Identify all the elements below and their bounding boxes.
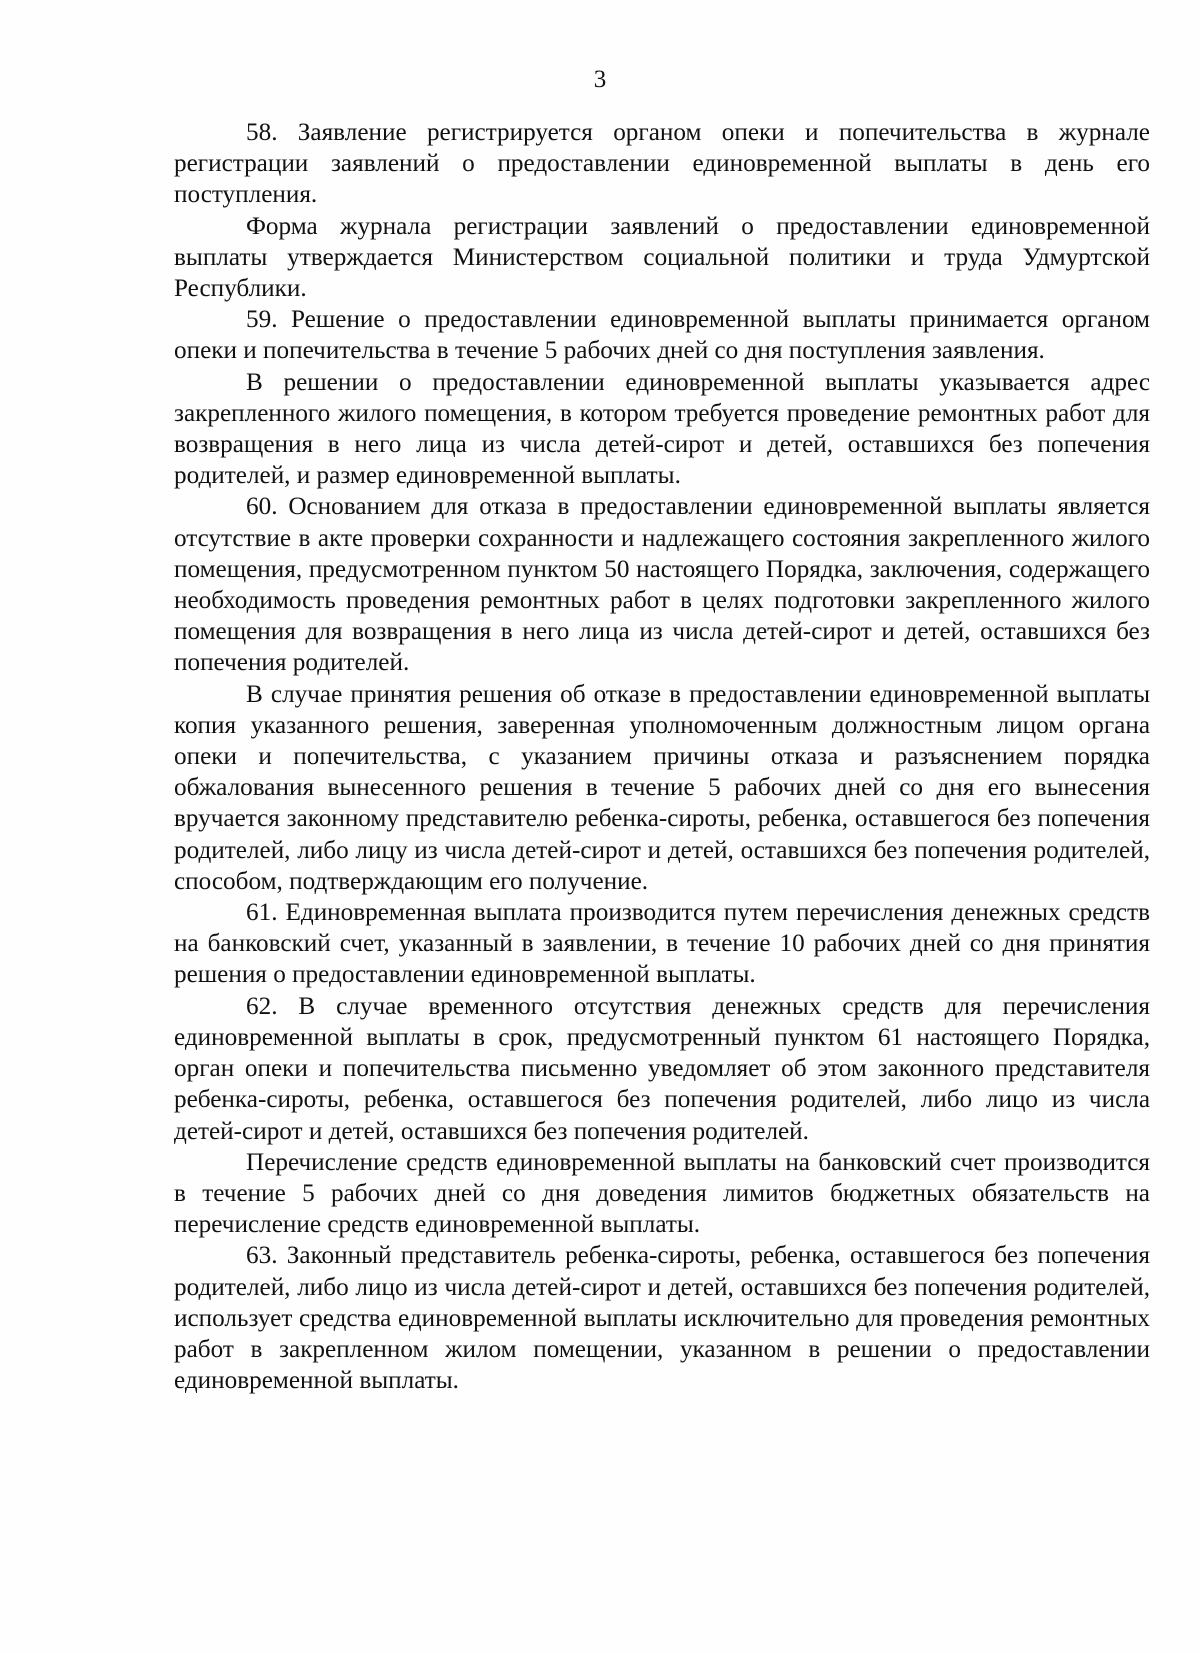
paragraph-58: 58. Заявление регистрируется органом опеки и попечительства в журнале регистрации заявлений о предоставлении единовременной выплаты в день его поступления. (174, 119, 1150, 209)
paragraph-59: 59. Решение о предоставлении единовременной выплаты принимается органом опеки и попечительства в течение 5 рабочих дней со дня поступления заявления. (174, 306, 1150, 365)
paragraph-58-journal-form: Форма журнала регистрации заявлений о предоставлении единовременной выплаты утверждается Министерством социальной политики и труда Удмуртской Республики. (174, 212, 1150, 303)
paragraph-60: 60. Основанием для отказа в предоставлении единовременной выплаты является отсутствие в акте проверки сохранности и надлежащего состояния закрепленного жилого помещения, предусмотренном пунктом 50 настоящего Порядка, заключения, содержащего необходимость проведения ремонтных работ в целях подготовки закрепленного жилого помещения для возвращения в него лица из числа детей-сирот и детей, оставшихся без попечения родителей. (174, 493, 1150, 677)
paragraph-62-transfer: Перечисление средств единовременной выплаты на банковский счет производится в течение 5 рабочих дней со дня доведения лимитов бюджетных обязательств на перечисление средств единовременной выплаты. (174, 1148, 1150, 1239)
paragraph-61: 61. Единовременная выплата производится путем перечисления денежных средств на банковский счет, указанный в заявлении, в течение 10 рабочих дней со дня принятия решения о предоставлении единовременной выплаты. (174, 899, 1150, 989)
page-number: 3 (593, 66, 607, 93)
paragraph-62: 62. В случае временного отсутствия денежных средств для перечисления единовременной выплаты в срок, предусмотренный пунктом 61 настоящего Порядка, орган опеки и попечительства письменно уведомляет об этом законного представителя ребенка-сироты, ребенка, оставшегося без попечения родителей, либо лицо из числа детей-сирот и детей, оставшихся без попечения родителей. (174, 992, 1150, 1145)
paragraph-59-decision-content: В решении о предоставлении единовременной выплаты указывается адрес закрепленного жилого помещения, в котором требуется проведение ремонтных работ для возвращения в него лица из числа детей-сирот и детей, оставшихся без попечения родителей, и размер единовременной выплаты. (174, 368, 1150, 490)
paragraph-60-refusal: В случае принятия решения об отказе в предоставлении единовременной выплаты копия указанного решения, заверенная уполномоченным должностным лицом органа опеки и попечительства, с указанием причины отказа и разъяснением порядка обжалования вынесенного решения в течение 5 рабочих дней со дня его вынесения вручается законному представителю ребенка-сироты, ребенка, оставшегося без попечения родителей, либо лицу из числа детей-сирот и детей, оставшихся без попечения родителей, способом, подтверждающим его получение. (174, 680, 1150, 895)
document-body (174, 117, 1150, 1396)
paragraph-63: 63. Законный представитель ребенка-сироты, ребенка, оставшегося без попечения родителей, либо лицо из числа детей-сирот и детей, оставшихся без попечения родителей, использует средства единовременной выплаты исключительно для проведения ремонтных работ в закрепленном жилом помещении, указанном в решении о предоставлении единовременной выплаты. (174, 1242, 1150, 1395)
